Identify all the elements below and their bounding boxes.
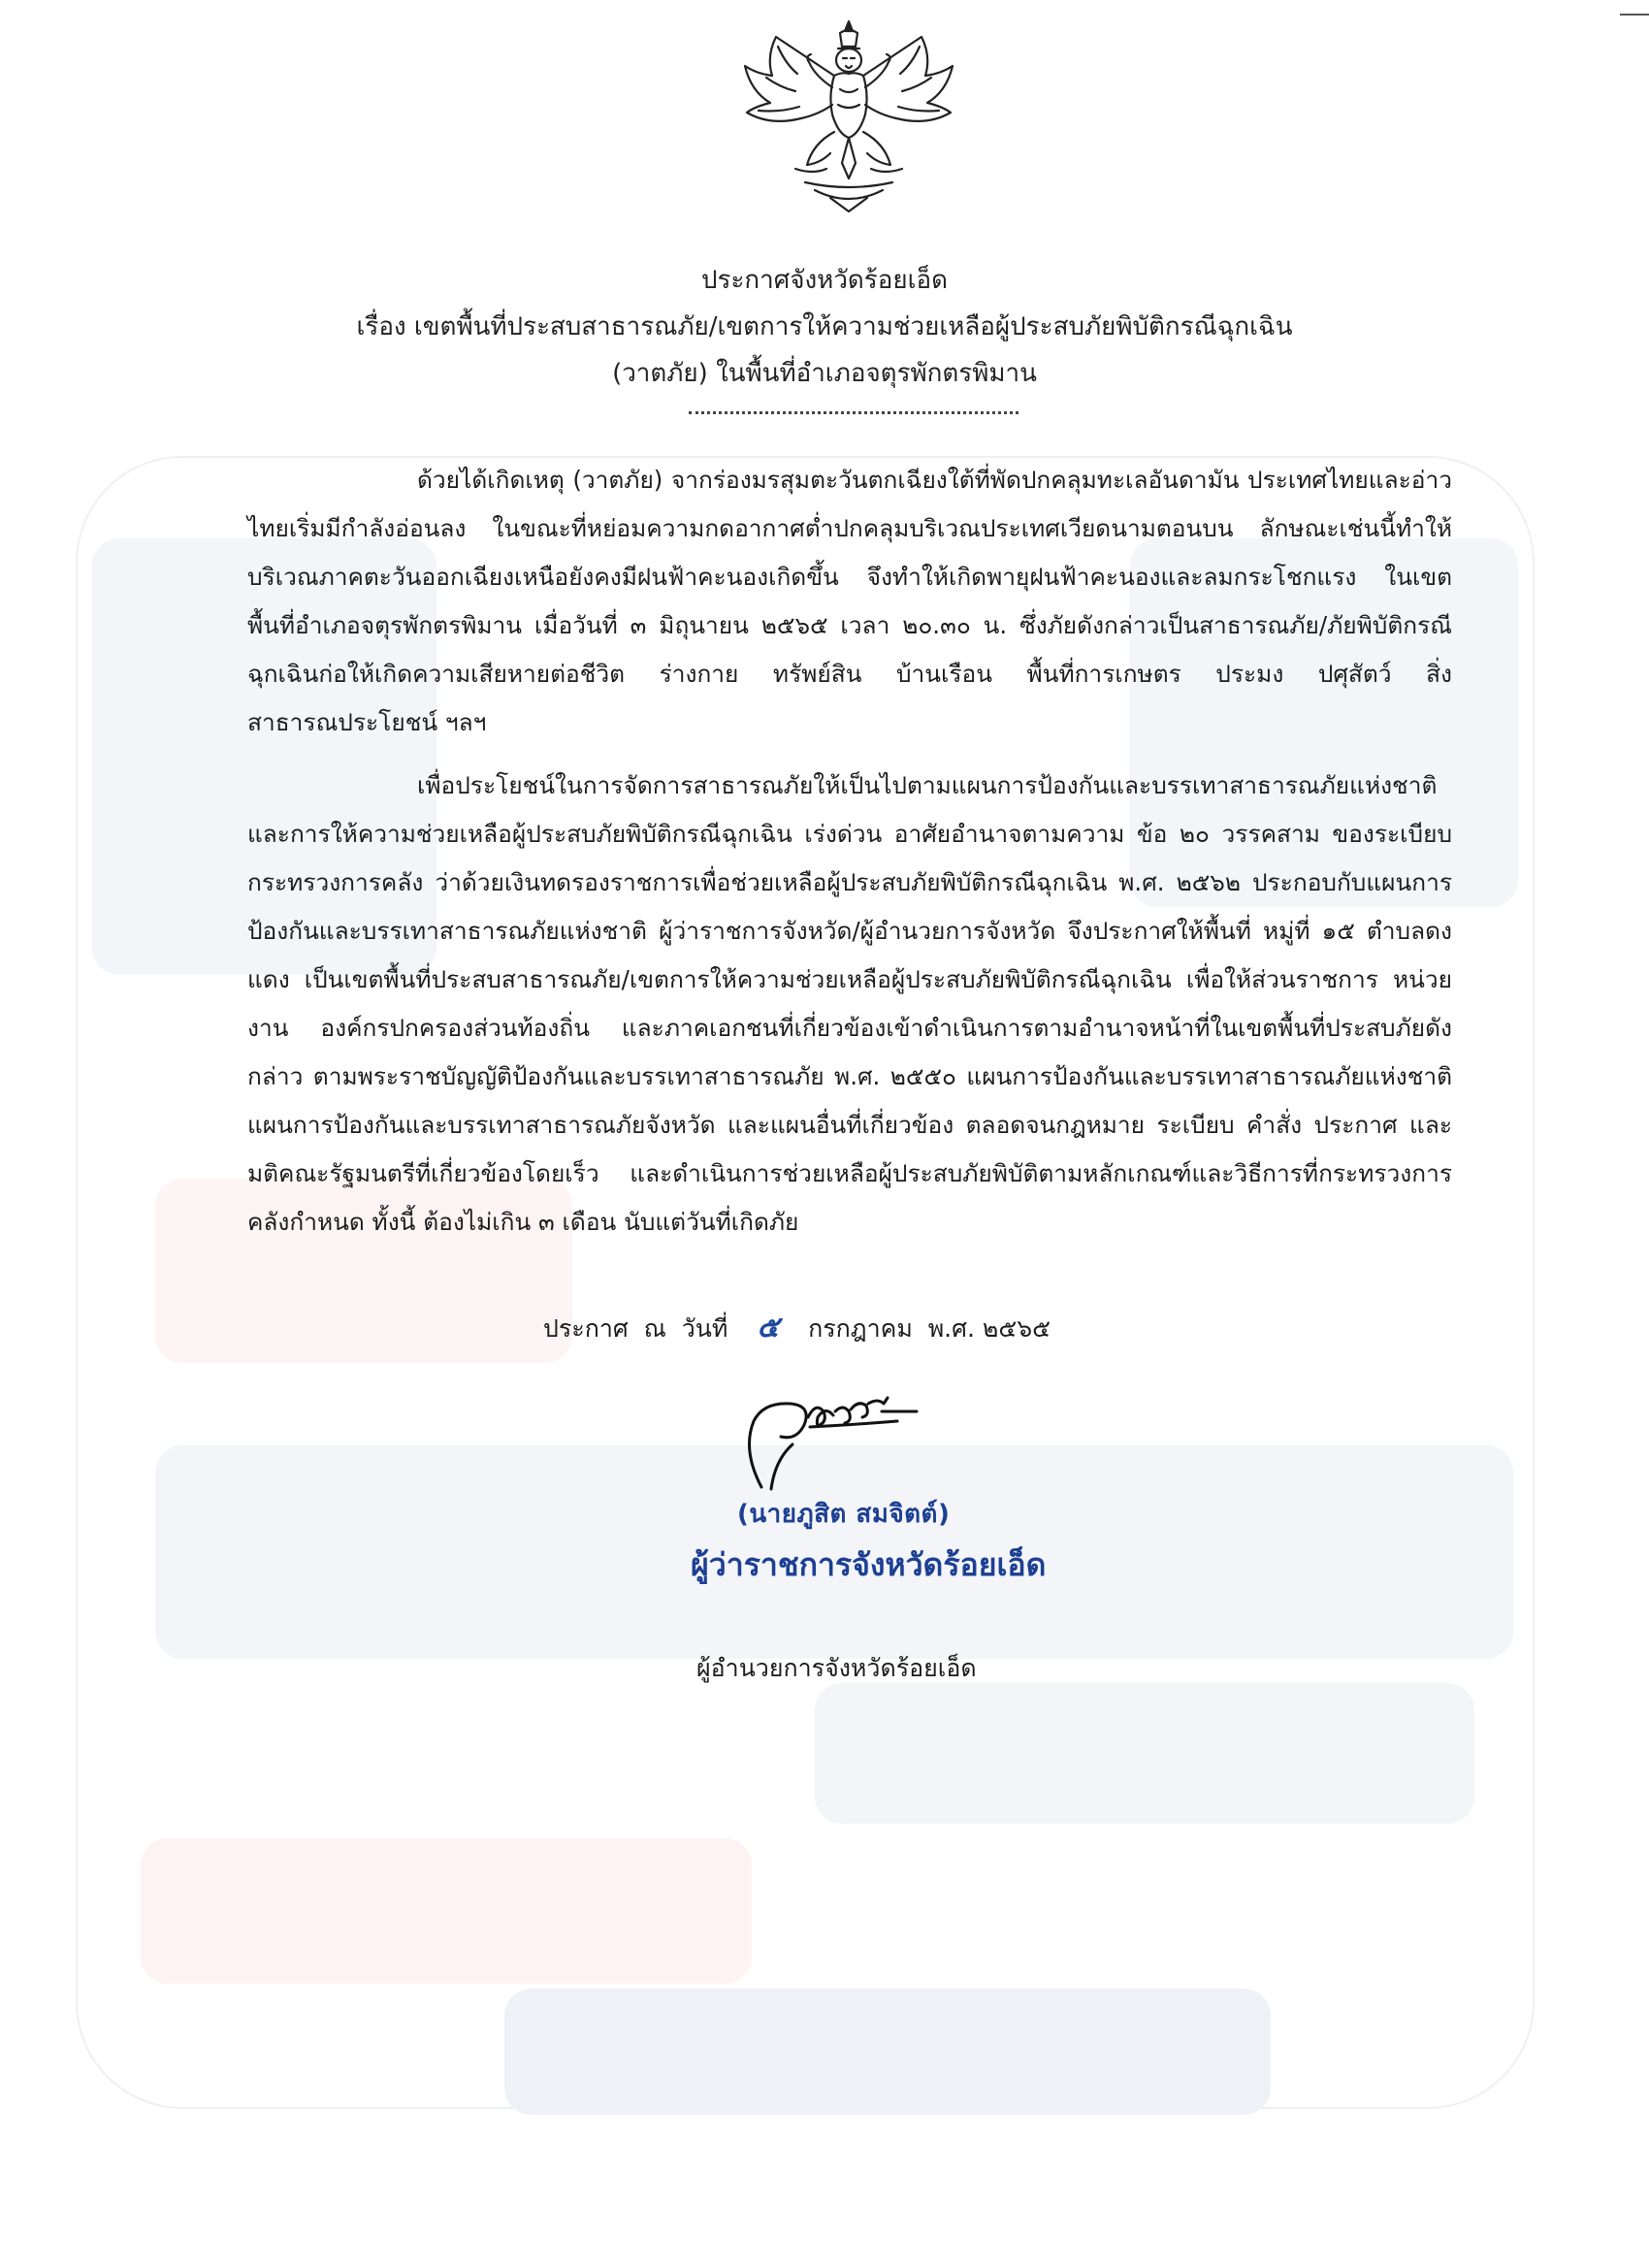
- background-showthrough-box: [815, 1683, 1474, 1824]
- background-showthrough-box: [504, 1989, 1271, 2115]
- dateline-day: ๕: [757, 1311, 780, 1345]
- subject-line: เรื่อง เขตพื้นที่ประสบสาธารณภัย/เขตการให้ความช่วยเหลือผู้ประสบภัยพิบัติกรณีฉุกเฉิน: [356, 312, 1293, 341]
- dotted-separator: [689, 411, 1018, 414]
- body-paragraph: ด้วยได้เกิดเหตุ (วาตภัย) จากร่องมรสุมตะวันตกเฉียงใต้ที่พัดปกคลุมทะเลอันดามัน ประเทศไทยและอ่าวไทยเริ่มมีกำลังอ่อนลง ในขณะที่หย่อมความกดอากาศต่ำปกคลุมบริเวณประเทศเวียดนามตอนบน ลักษณะเช่นนี้ทำให้บริเวณภาคตะวันออกเฉียงเหนือยังคงมีฝนฟ้าคะนองเกิดขึ้น จึงทำให้เกิดพายุฝนฟ้าคะนองและลมกระโชกแรง ในเขตพื้นที่อำเภอจตุรพักตรพิมาน เมื่อวันที่ ๓ มิถุนายน ๒๕๖๕ เวลา ๒๐.๓๐ น. ซึ่งภัยดังกล่าวเป็นสาธารณภัย/ภัยพิบัติกรณีฉุกเฉินก่อให้เกิดความเสียหายต่อชีวิต ร่างกาย ทรัพย์สิน บ้านเรือน พื้นที่การเกษตร ประมง ปศุสัตว์ สิ่งสาธารณประโยชน์ ฯลฯ: [247, 466, 1452, 736]
- announcement-title: ประกาศจังหวัดร้อยเอ็ด: [700, 266, 949, 295]
- dateline-month-year: กรกฎาคม พ.ศ. ๒๕๖๕: [808, 1314, 1051, 1343]
- body-paragraph: เพื่อประโยชน์ในการจัดการสาธารณภัยให้เป็นไปตามแผนการป้องกันและบรรเทาสาธารณภัยแห่งชาติและการให้ความช่วยเหลือผู้ประสบภัยพิบัติกรณีฉุกเฉิน เร่งด่วน อาศัยอำนาจตามความ ข้อ ๒๐ วรรคสาม ของระเบียบกระทรวงการคลัง ว่าด้วยเงินทดรองราชการเพื่อช่วยเหลือผู้ประสบภัยพิบัติกรณีฉุกเฉิน พ.ศ. ๒๕๖๒ ประกอบกับแผนการป้องกันและบรรเทาสาธารณภัยแห่งชาติ ผู้ว่าราชการจังหวัด/ผู้อำนวยการจังหวัด จึงประกาศให้พื้นที่ หมู่ที่ ๑๕ ตำบลดงแดง เป็นเขตพื้นที่ประสบสาธารณภัย/เขตการให้ความช่วยเหลือผู้ประสบภัยพิบัติกรณีฉุกเฉิน เพื่อให้ส่วนราชการ หน่วยงาน องค์กรปกครองส่วนท้องถิ่น และภาคเอกชนที่เกี่ยวข้องเข้าดำเนินการตามอำนาจหน้าที่ในเขตพื้นที่ประสบภัยดังกล่าว ตามพระราชบัญญัติป้องกันและบรรเทาสาธารณภัย พ.ศ. ๒๕๕๐ แผนการป้องกันและบรรเทาสาธารณภัยแห่งชาติ แผนการป้องกันและบรรเทาสาธารณภัยจังหวัด และแผนอื่นที่เกี่ยวข้อง ตลอดจนกฎหมาย ระเบียบ คำสั่ง ประกาศ และมติคณะรัฐมนตรีที่เกี่ยวข้องโดยเร็ว และดำเนินการช่วยเหลือผู้ประสบภัยพิบัติตามหลักเกณฑ์และวิธีการที่กระทรวงการคลังกำหนด ทั้งนี้ ต้องไม่เกิน ๓ เดือน นับแต่วันที่เกิดภัย: [247, 771, 1452, 1236]
- dateline-prefix: ประกาศ ณ วันที่: [543, 1314, 728, 1343]
- subject-line: (วาตภัย) ในพื้นที่อำเภอจตุรพักตรพิมาน: [612, 359, 1037, 388]
- corner-mark: [1620, 14, 1649, 16]
- garuda-emblem-icon: [737, 17, 960, 216]
- dateline: [543, 1305, 1051, 1350]
- background-showthrough-box: [141, 1838, 752, 1984]
- handwritten-signature: [703, 1382, 946, 1494]
- signatory-name: (นายภูสิต สมจิตต์): [737, 1500, 951, 1529]
- signatory-acting-role: ผู้อำนวยการจังหวัดร้อยเอ็ด: [696, 1654, 977, 1682]
- signatory-position: ผู้ว่าราชการจังหวัดร้อยเอ็ด: [691, 1546, 1047, 1583]
